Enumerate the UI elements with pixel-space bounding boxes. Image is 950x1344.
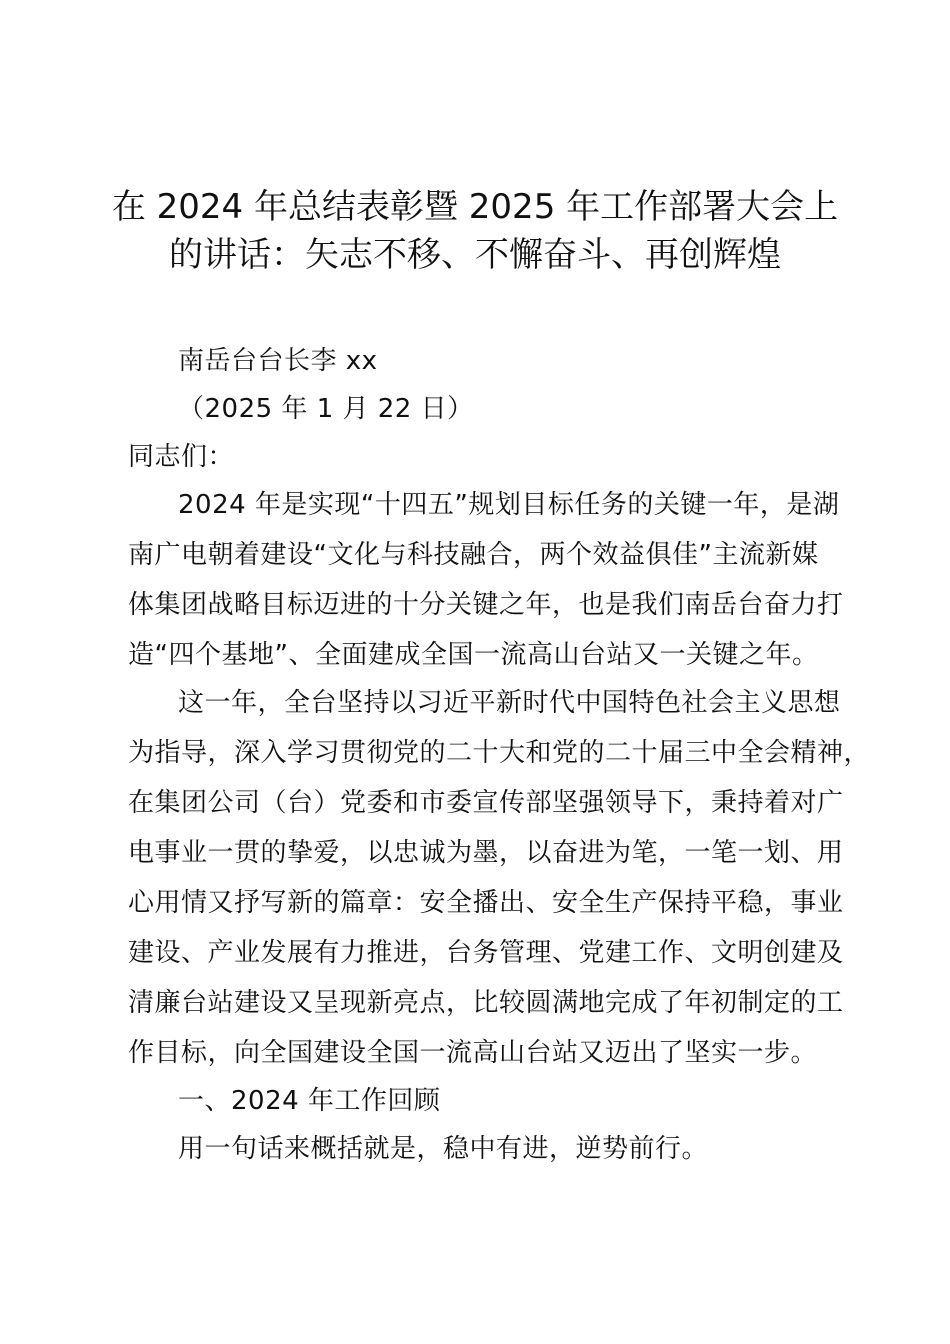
paragraph-1 bbox=[128, 480, 844, 680]
paragraph-line: 2024 年是实现“十四五”规划目标任务的关键一年，是湖 bbox=[178, 490, 840, 520]
paragraph-line: 造“四个基地”、全面建成全国一流高山台站又一关键之年。 bbox=[128, 640, 819, 670]
paragraph-line: 体集团战略目标迈进的十分关键之年，也是我们南岳台奋力打 bbox=[128, 590, 844, 620]
paragraph-line: 心用情又抒写新的篇章：安全播出、安全生产保持平稳，事业 bbox=[128, 888, 844, 918]
date-line: （2025 年 1 月 22 日） bbox=[178, 394, 474, 424]
paragraph-line: 为指导，深入学习贯彻党的二十大和党的二十届三中全会精神， bbox=[128, 738, 871, 768]
paragraph-line: 电事业一贯的挚爱，以忠诚为墨，以奋进为笔，一笔一划、用 bbox=[128, 838, 844, 868]
paragraph-line: 作目标，向全国建设全国一流高山台站又迈出了坚实一步。 bbox=[128, 1038, 818, 1068]
paragraph-line: 在集团公司（台）党委和市委宣传部坚强领导下，秉持着对广 bbox=[128, 788, 844, 818]
document-title bbox=[100, 183, 850, 279]
section-heading: 一、2024 年工作回顾 bbox=[178, 1086, 441, 1116]
paragraph-line: 这一年，全台坚持以习近平新时代中国特色社会主义思想 bbox=[178, 688, 841, 718]
title-line: 的讲话：矢志不移、不懈奋斗、再创辉煌 bbox=[169, 235, 781, 275]
paragraph-2 bbox=[128, 678, 871, 1078]
paragraph-line: 南广电朝着建设“文化与科技融合，两个效益俱佳”主流新媒 bbox=[128, 540, 819, 570]
paragraph-line: 建设、产业发展有力推进，台务管理、党建工作、文明创建及 bbox=[128, 938, 844, 968]
author-line: 南岳台台长李 xx bbox=[178, 346, 378, 376]
title-line: 在 2024 年总结表彰暨 2025 年工作部署大会上 bbox=[111, 187, 839, 227]
paragraph-3: 用一句话来概括就是，稳中有进，逆势前行。 bbox=[178, 1134, 709, 1164]
paragraph-line: 清廉台站建设又呈现新亮点，比较圆满地完成了年初制定的工 bbox=[128, 988, 844, 1018]
greeting: 同志们： bbox=[128, 442, 235, 472]
